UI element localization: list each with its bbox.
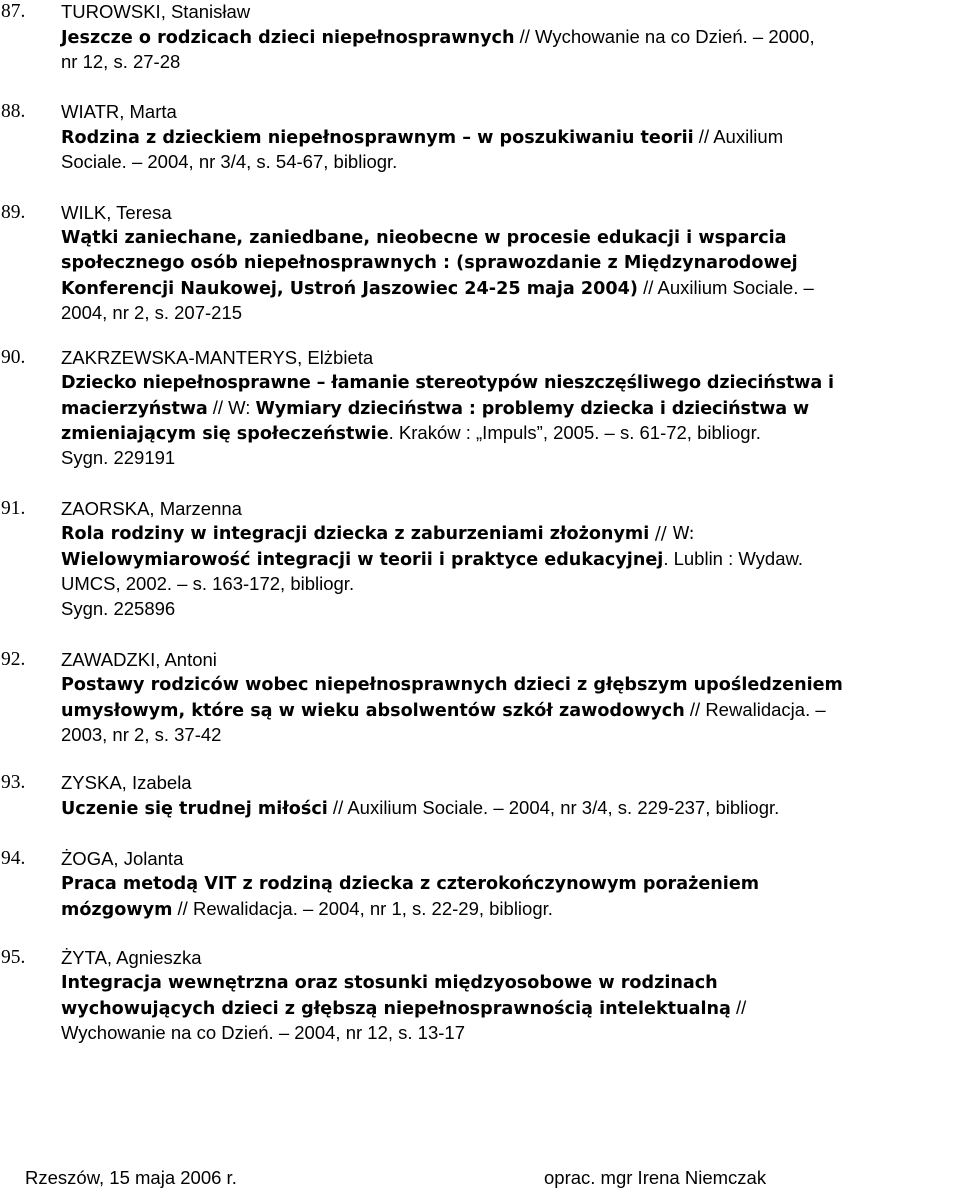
entry-author: TUROWSKI, Stanisław: [61, 1, 251, 22]
entry-source: // Rewalidacja. –: [684, 699, 826, 720]
entry-number: 89.: [1, 202, 26, 223]
entry-author: ŻOGA, Jolanta: [61, 848, 184, 869]
entry-source: // Auxilium Sociale. – 2004, nr 3/4, s. 229-237, bibliogr.: [327, 797, 780, 818]
entry-title: Integracja wewnętrzna oraz stosunki międzyosobowe w rodzinach: [61, 973, 718, 993]
entry-book-title-continued: zmieniającym się społeczeństwie: [61, 424, 389, 444]
entry-number: 91.: [1, 498, 26, 519]
entry-title: Uczenie się trudnej miłości: [61, 799, 328, 819]
entry-source-continued: 2004, nr 2, s. 207-215: [61, 302, 243, 323]
entry-in-marker: // W:: [649, 524, 695, 544]
footer-compiler: oprac. mgr Irena Niemczak: [544, 1167, 767, 1188]
entry-call-number: Sygn. 229191: [61, 447, 176, 468]
entry-book-title: Wymiary dzieciństwa : problemy dziecka i dzieciństwa w: [255, 399, 809, 419]
entry-title-continued: mózgowym: [61, 900, 173, 920]
entry-chapter-title: macierzyństwa: [61, 399, 208, 419]
bibliography-entry-92: [0, 647, 960, 747]
entry-source-continued: Sociale. – 2004, nr 3/4, s. 54-67, bibliogr.: [61, 151, 398, 172]
entry-title: Rodzina z dzieckiem niepełnosprawnym – w poszukiwaniu teorii: [61, 128, 694, 148]
entry-title-continued: społecznego osób niepełnosprawnych : (sprawozdanie z Międzynarodowej: [61, 253, 798, 273]
entry-chapter-title: Rola rodziny w integracji dziecka z zaburzeniami złożonymi: [61, 524, 650, 544]
bibliography-entry-94: [0, 846, 960, 921]
bibliography-entry-90: [0, 345, 960, 470]
entry-number: 92.: [1, 649, 26, 670]
entry-call-number: Sygn. 225896: [61, 598, 176, 619]
entry-title-continued: umysłowym, które są w wieku absolwentów szkół zawodowych: [61, 701, 685, 721]
entry-book-title: Wielowymiarowość integracji w teorii i praktyce edukacyjnej: [61, 550, 664, 570]
entry-source: // Rewalidacja. – 2004, nr 1, s. 22-29, bibliogr.: [172, 898, 553, 919]
entry-author: ZAORSKA, Marzenna: [61, 498, 242, 519]
entry-number: 95.: [1, 947, 26, 968]
bibliography-entry-95: [0, 945, 960, 1045]
entry-title: Jeszcze o rodzicach dzieci niepełnosprawnych: [61, 28, 515, 48]
bibliography-entry-89: [0, 200, 960, 325]
entry-title: Praca metodą VIT z rodziną dziecka z czterokończynowym porażeniem: [61, 874, 760, 894]
entry-source-continued: nr 12, s. 27-28: [61, 51, 181, 72]
entry-number: 93.: [1, 772, 26, 793]
entry-author: ZAWADZKI, Antoni: [61, 649, 217, 670]
entry-source: // Wychowanie na co Dzień. – 2000,: [514, 26, 815, 47]
entry-source-continued: 2003, nr 2, s. 37-42: [61, 724, 222, 745]
entry-author: ZAKRZEWSKA-MANTERYS, Elżbieta: [61, 347, 374, 368]
bibliography-entry-88: [0, 99, 960, 174]
footer-place-date: Rzeszów, 15 maja 2006 r.: [25, 1167, 237, 1188]
entry-source: . Lublin : Wydaw.: [663, 548, 803, 569]
entry-title-continued: Konferencji Naukowej, Ustroń Jaszowiec 24-25 maja 2004): [61, 279, 638, 299]
entry-number: 90.: [1, 347, 26, 368]
entry-number: 87.: [1, 1, 26, 22]
entry-title: Wątki zaniechane, zaniedbane, nieobecne w procesie edukacji i wsparcia: [61, 228, 787, 248]
entry-author: WILK, Teresa: [61, 202, 172, 223]
bibliography-entry-87: [0, 0, 960, 74]
entry-title: Postawy rodziców wobec niepełnosprawnych dzieci z głębszym upośledzeniem: [61, 675, 843, 695]
entry-source: // Auxilium Sociale. –: [637, 277, 814, 298]
entry-source: // Auxilium: [693, 126, 784, 147]
entry-title-continued: wychowujących dzieci z głębszą niepełnosprawnością intelektualną: [61, 999, 731, 1019]
entry-source-continued: UMCS, 2002. – s. 163-172, bibliogr.: [61, 573, 355, 594]
entry-source: . Kraków : „Impuls”, 2005. – s. 61-72, bibliogr.: [388, 422, 761, 443]
bibliography-entry-91: [0, 496, 960, 621]
entry-author: WIATR, Marta: [61, 101, 177, 122]
entry-author: ZYSKA, Izabela: [61, 772, 192, 793]
entry-number: 88.: [1, 101, 26, 122]
bibliography-entry-93: [0, 770, 960, 820]
entry-in-marker: // W:: [207, 397, 256, 418]
entry-title: Dziecko niepełnosprawne – łamanie stereotypów nieszczęśliwego dzieciństwa i: [61, 373, 834, 393]
entry-source: //: [730, 997, 747, 1018]
entry-source-continued: Wychowanie na co Dzień. – 2004, nr 12, s. 13-17: [61, 1022, 465, 1043]
entry-number: 94.: [1, 848, 26, 869]
entry-author: ŻYTA, Agnieszka: [61, 947, 202, 968]
